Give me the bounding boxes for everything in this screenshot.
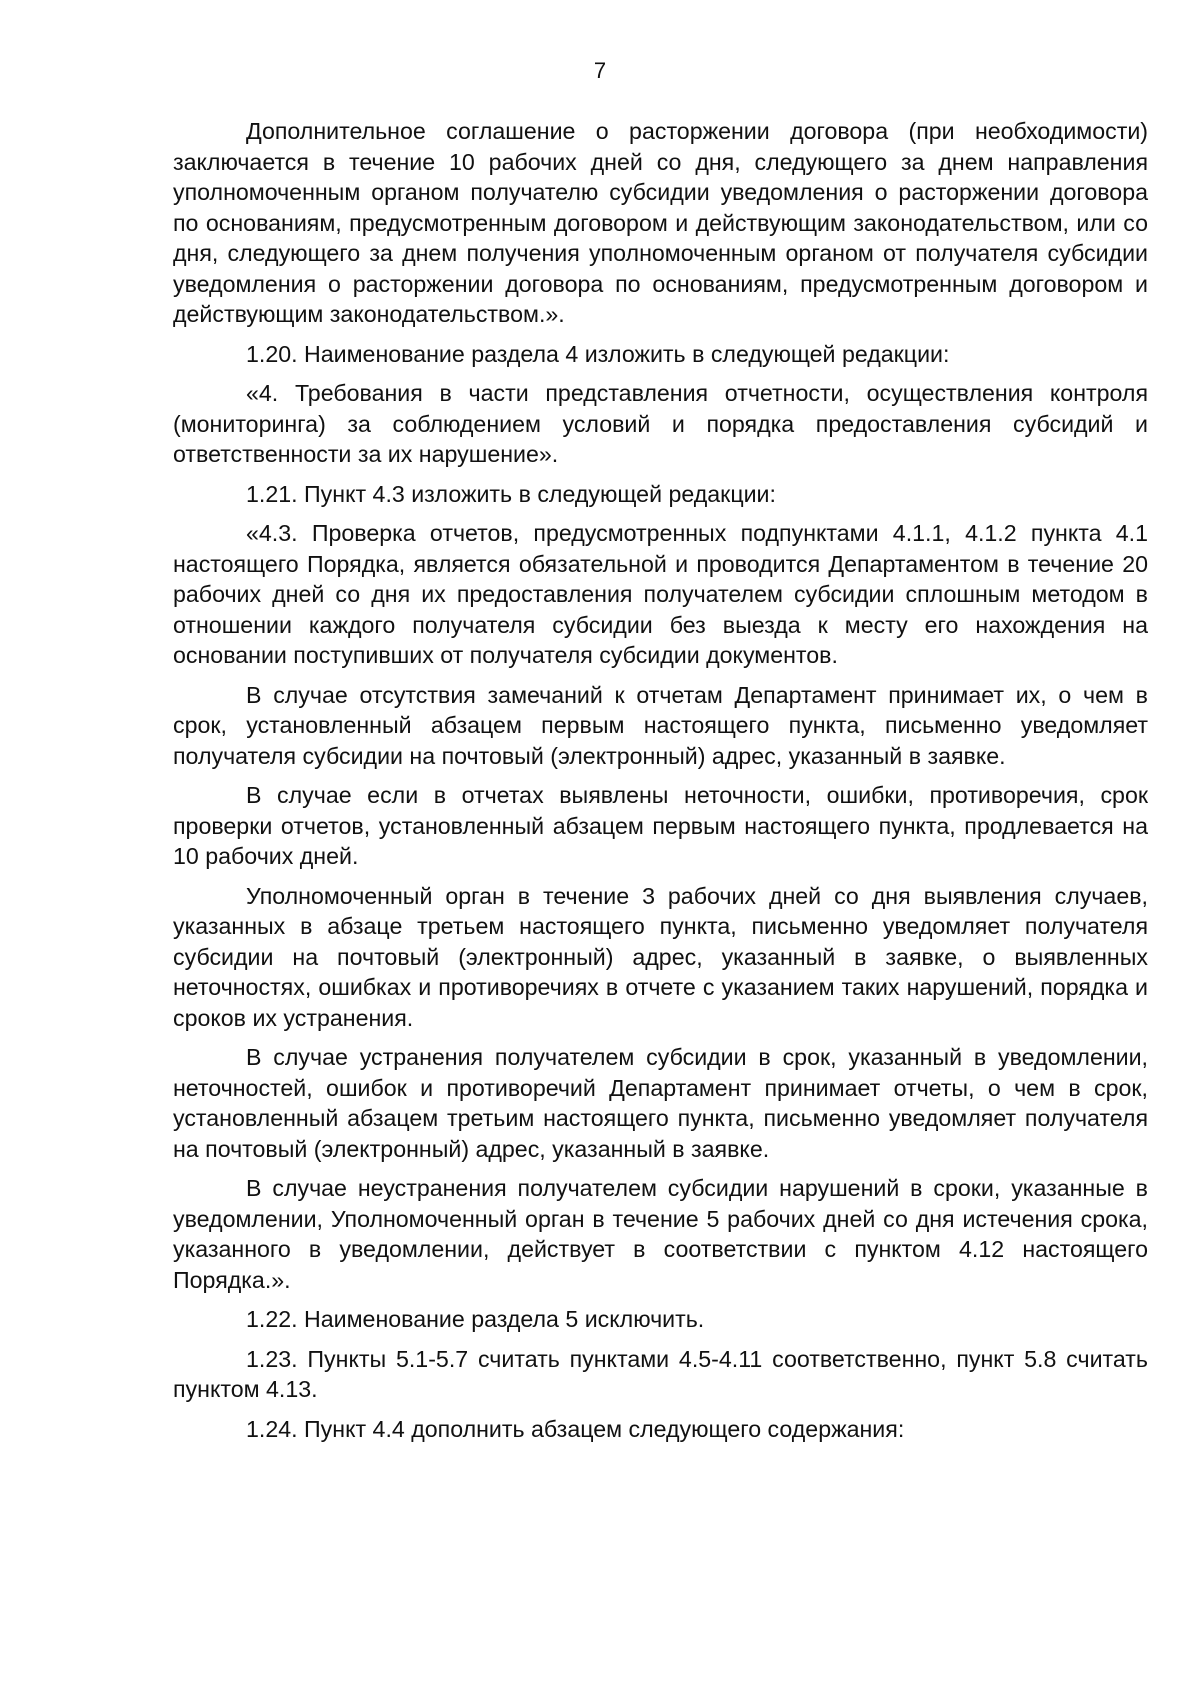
paragraph-4-3: «4.3. Проверка отчетов, предусмотренных подпунктами 4.1.1, 4.1.2 пункта 4.1 настоящего Порядка, является обязательной и проводится Департаментом в течение 20 рабочих дней со дня их предоставления получателем субсидии сплошным методом в отношении каждого получателя субсидии без выезда к месту его нахождения на основании поступивших от получателя субсидии документов. [173,520,1148,668]
paragraph-correction: В случае устранения получателем субсидии в срок, указанный в уведомлении, неточностей, ошибок и противоречий Департамент принимает отчеты, о чем в срок, установленный абзацем третьим настоящего пункта, письменно уведомляет получателя на почтовый (электронный) адрес, указанный в заявке. [173,1044,1148,1162]
paragraph-non-correction: В случае неустранения получателем субсидии нарушений в сроки, указанные в уведомлении, Уполномоченный орган в течение 5 рабочих дней со дня истечения срока, указанного в уведомлении, действует в соответствии с пунктом 4.12 настоящего Порядка.». [173,1175,1148,1293]
paragraph-1-23: 1.23. Пункты 5.1-5.7 считать пунктами 4.5-4.11 соответственно, пункт 5.8 считать пунктом 4.13. [173,1345,1148,1402]
paragraph-1-20: 1.20. Наименование раздела 4 изложить в следующей редакции: [246,340,950,367]
paragraph-inaccuracies: В случае если в отчетах выявлены неточности, ошибки, противоречия, срок проверки отчетов, установленный абзацем первым настоящего пункта, продлевается на 10 рабочих дней. [173,782,1148,869]
paragraph-authorized-body: Уполномоченный орган в течение 3 рабочих дней со дня выявления случаев, указанных в абзаце третьем настоящего пункта, письменно уведомляет получателя субсидии на почтовый (электронный) адрес, указанный в заявке, о выявленных неточностях, ошибках и противоречиях в отчете с указанием таких нарушений, порядка и сроков их устранения. [173,882,1148,1031]
paragraph-1-24: 1.24. Пункт 4.4 дополнить абзацем следующего содержания: [246,1415,905,1442]
paragraph-1-21: 1.21. Пункт 4.3 изложить в следующей редакции: [246,480,776,507]
paragraph-section-4-title: «4. Требования в части представления отчетности, осуществления контроля (мониторинга) за соблюдением условий и порядка предоставления субсидий и ответственности за их нарушение». [173,380,1148,467]
paragraph-termination-agreement: Дополнительное соглашение о расторжении договора (при необходимости) заключается в течение 10 рабочих дней со дня, следующего за днем направления уполномоченным органом получателю субсидии уведомления о расторжении договора по основаниям, предусмотренным договором и действующим законодательством, или со дня, следующего за днем получения уполномоченным органом от получателя субсидии уведомления о расторжении договора по основаниям, предусмотренным договором и действующим законодательством.». [173,118,1148,327]
paragraph-1-22: 1.22. Наименование раздела 5 исключить. [246,1306,705,1332]
paragraph-no-remarks: В случае отсутствия замечаний к отчетам Департамент принимает их, о чем в срок, установленный абзацем первым настоящего пункта, письменно уведомляет получателя субсидии на почтовый (электронный) адрес, указанный в заявке. [173,681,1148,769]
document-body [173,116,1148,1453]
page-number: 7 [593,58,607,83]
